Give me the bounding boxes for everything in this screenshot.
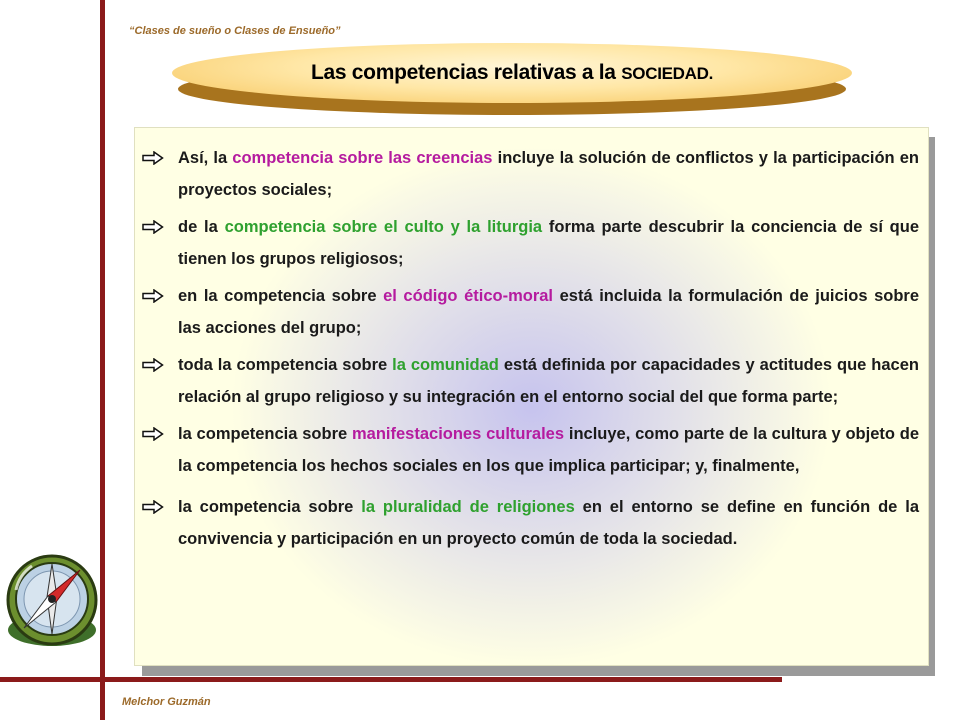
outline-right-arrow-icon [142,220,164,234]
list-item [142,419,919,482]
item-text-pre: Así, la [178,149,228,167]
list-item [142,492,919,555]
item-highlight: la pluralidad de religiones [361,498,575,516]
item-text-pre: en la competencia sobre [178,287,377,305]
list-item [142,281,919,344]
item-text-pre: de la [178,218,218,236]
page-title-small: SOCIEDAD. [621,64,714,83]
item-text-pre: la competencia sobre [178,425,348,443]
item-text-post: incluye, como parte de la cultura y objeto de la competencia los hechos sociales en los que implica participar; y, finalmente, [178,425,920,475]
item-text-pre: toda la competencia sobre [178,356,388,374]
list-item [142,143,919,206]
item-text-post: en el entorno se define en función de la convivencia y participación en un proyecto común de toda la sociedad. [178,498,920,548]
outline-right-arrow-icon [142,358,164,372]
outline-right-arrow-icon [142,427,164,441]
item-text [178,350,919,413]
outline-right-arrow-icon [142,151,164,165]
item-highlight: manifestaciones culturales [351,425,565,443]
item-text-post: está definida por capacidades y actitudes que hacen relación al grupo religioso y su integración en el entorno social del que forma parte; [178,356,919,406]
item-text [178,281,919,344]
competency-list [142,143,919,555]
title-banner [172,43,852,103]
item-highlight: el código ético-moral [383,287,554,305]
outline-right-arrow-icon [142,500,164,514]
page-title-main: Las competencias relativas a la [310,61,616,84]
list-item [142,350,919,413]
item-text-post: incluye la solución de conflictos y la participación en proyectos sociales; [178,149,920,199]
outline-right-arrow-icon [142,289,164,303]
item-highlight: competencia sobre las creencias [232,149,493,167]
item-text-post: forma parte descubrir la conciencia de sí que tienen los grupos religiosos; [178,218,920,268]
page-title [311,61,713,85]
item-text [178,492,919,555]
item-highlight: competencia sobre el culto y la liturgia [224,218,543,236]
bottom-border-line [0,677,782,682]
item-text [178,143,919,206]
item-text [178,212,919,275]
item-text-post: está incluida la formulación de juicios sobre las acciones del grupo; [178,287,920,337]
header-caption: “Clases de sueño o Clases de Ensueño” [129,25,341,37]
footer-author: Melchor Guzmán [122,696,211,708]
item-text [178,419,919,482]
item-highlight: la comunidad [392,356,499,374]
list-item [142,212,919,275]
item-text-pre: la competencia sobre [178,498,354,516]
compass-icon [2,552,102,652]
